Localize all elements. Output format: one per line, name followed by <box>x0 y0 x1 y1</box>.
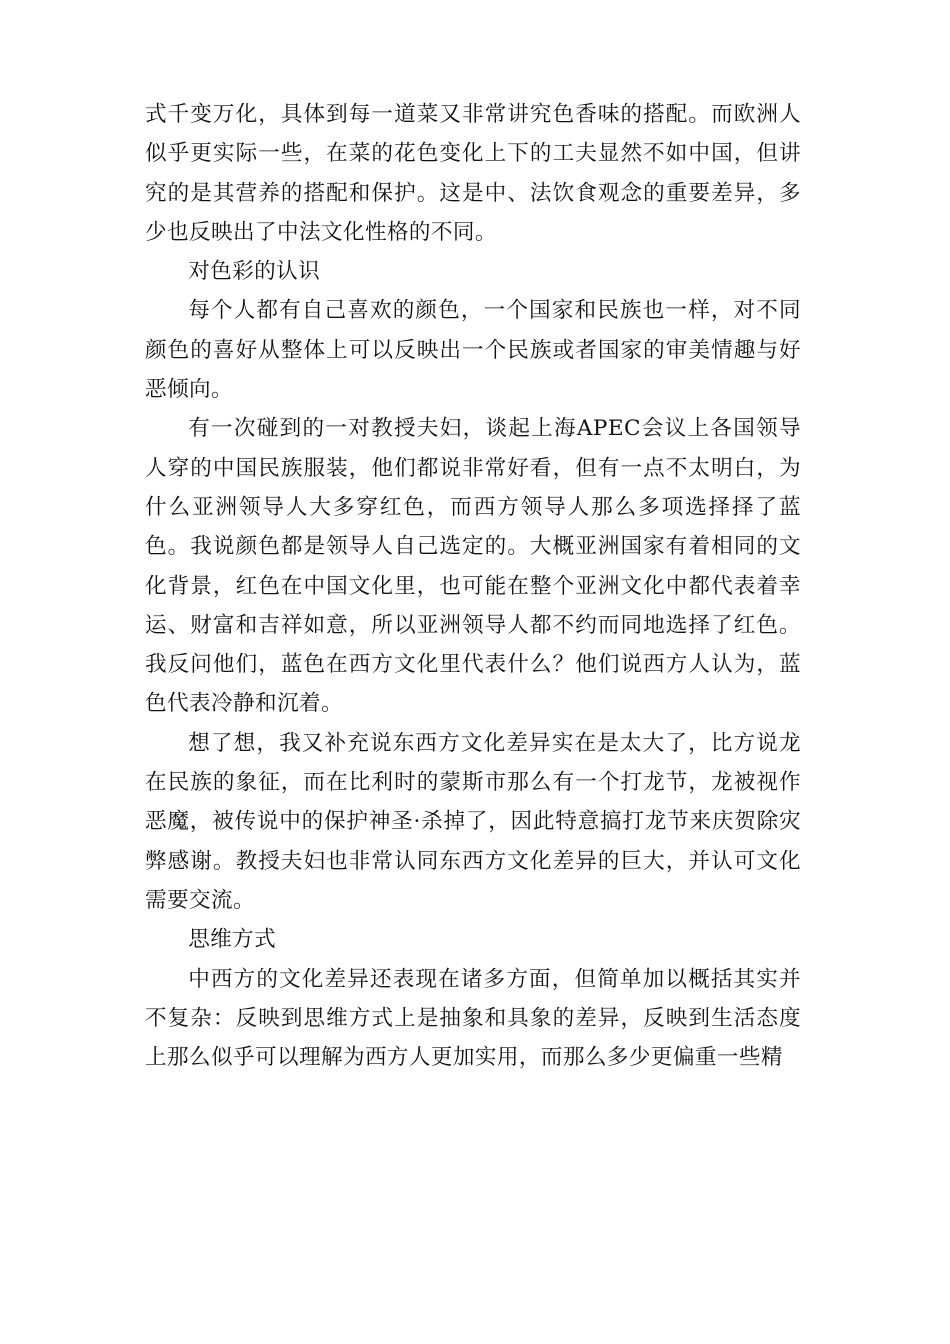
paragraph-color-preference: 每个人都有自己喜欢的颜色，一个国家和民族也一样，对不同颜色的喜好从整体上可以反映出一个民族或者国家的审美情趣与好恶倾向。 <box>145 298 801 403</box>
paragraph-diet-continuation: 式千变万化，具体到每一道菜又非常讲究色香味的搭配。而欧洲人似乎更实际一些，在菜的花色变化上下的工夫显然不如中国，但讲究的是其营养的搭配和保护。这是中、法饮食观念的重要差异，多少也反映出了中法文化性格的不同。 <box>145 102 801 245</box>
paragraph-dragon-festival: 想了想，我又补充说东西方文化差异实在是太大了，比方说龙在民族的象征，而在比利时的蒙斯市那么有一个打龙节，龙被视作恶魔，被传说中的保护神圣·杀掉了，因此特意搞打龙节来庆贺除灾弊感谢。教授夫妇也非常认同东西方文化差异的巨大，并认可文化需要交流。 <box>145 730 801 913</box>
paragraph-thinking-differences: 中西方的文化差异还表现在诸多方面，但简单加以概括其实并不复杂：反映到思维方式上是抽象和具象的差异，反映到生活态度上那么似乎可以理解为西方人更加实用，而那么多少更偏重一些精 <box>145 966 801 1071</box>
paragraph-apec-professors: 有一次碰到的一对教授夫妇，谈起上海APEC会议上各国领导人穿的中国民族服装，他们都说非常好看，但有一点不太明白，为什么亚洲领导人大多穿红色，而西方领导人那么多项选择择了蓝色。我说颜色都是领导人自己选定的。大概亚洲国家有着相同的文化背景，红色在中国文化里，也可能在整个亚洲文化中都代表着幸运、财富和吉祥如意，所以亚洲领导人都不约而同地选择了红色。我反问他们，蓝色在西方文化里代表什么？他们说西方人认为，蓝色代表冷静和沉着。 <box>145 416 801 717</box>
document-page <box>145 95 801 1077</box>
section-heading-color: 对色彩的认识 <box>188 259 321 285</box>
section-heading-thinking: 思维方式 <box>188 927 277 953</box>
